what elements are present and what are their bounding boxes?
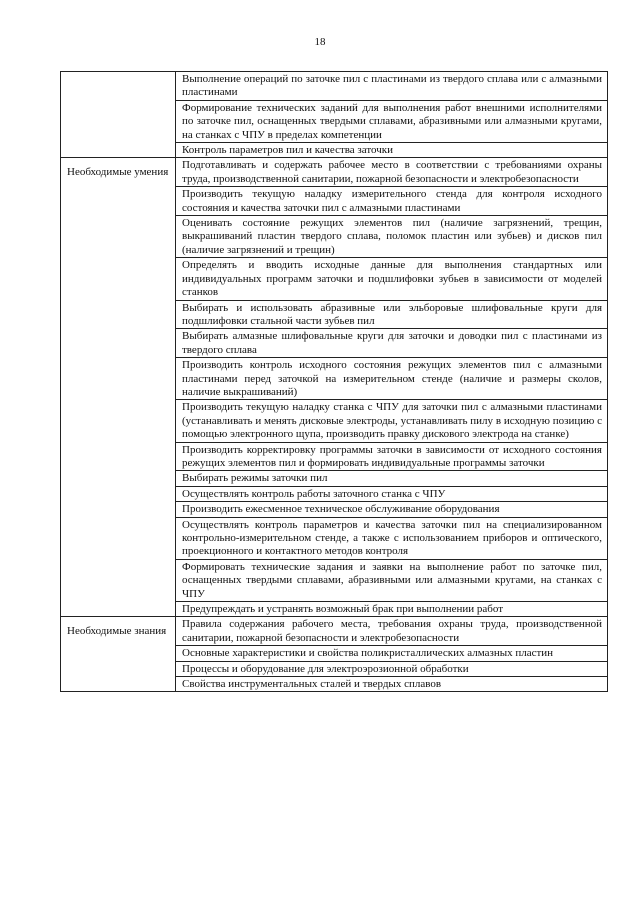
item-cell: Производить текущую наладку станка с ЧПУ для заточки пил с алмазными пластинами (устанавливать и менять дисковые электроды, устанавливать пилу в исходную позицию с помощью электронного щупа, производить правку дискового электрода на станке) xyxy=(176,400,608,442)
item-cell: Правила содержания рабочего места, требования охраны труда, производственной санитарии, пожарной безопасности и электробезопасности xyxy=(176,617,608,646)
item-cell: Выбирать и использовать абразивные или эльборовые шлифовальные круги для подшлифовки стальной части зубьев пил xyxy=(176,300,608,329)
page-number: 18 xyxy=(314,36,326,48)
item-cell: Подготавливать и содержать рабочее место в соответствии с требованиями охраны труда, производственной санитарии, пожарной безопасности и электробезопасности xyxy=(176,158,608,187)
table-row xyxy=(61,617,608,646)
item-cell: Формировать технические задания и заявки на выполнение работ по заточке пил, оснащенных твердыми сплавами, абразивными или алмазными кругами, на станках с ЧПУ xyxy=(176,559,608,601)
item-cell: Производить текущую наладку измерительного стенда для контроля исходного состояния и качества заточки пил с алмазными пластинами xyxy=(176,187,608,216)
competency-table xyxy=(60,71,608,692)
item-cell: Основные характеристики и свойства поликристаллических алмазных пластин xyxy=(176,646,608,661)
item-cell: Производить ежесменное техническое обслуживание оборудования xyxy=(176,502,608,517)
item-cell: Формирование технических заданий для выполнения работ внешними исполнителями по заточке пил, оснащенных твердыми сплавами, абразивными или алмазными кругами, на станках с ЧПУ в пределах компетенции xyxy=(176,100,608,142)
item-cell: Предупреждать и устранять возможный брак при выполнении работ xyxy=(176,602,608,617)
item-cell: Выбирать режимы заточки пил xyxy=(176,471,608,486)
category-cell xyxy=(61,72,176,158)
item-cell: Оценивать состояние режущих элементов пил (наличие загрязнений, трещин, выкрашиваний пластин твердого сплава, поломок пластин или зубьев) и дисков пил (наличие загрязнений и трещин) xyxy=(176,216,608,258)
item-cell: Осуществлять контроль работы заточного станка с ЧПУ xyxy=(176,486,608,501)
item-cell: Производить корректировку программы заточки в зависимости от исходного состояния режущих элементов пил и формировать индивидуальные программы заточки xyxy=(176,442,608,471)
item-cell: Выполнение операций по заточке пил с пластинами из твердого сплава или с алмазными пластинами xyxy=(176,72,608,101)
category-cell: Необходимые знания xyxy=(61,617,176,692)
item-cell: Свойства инструментальных сталей и твердых сплавов xyxy=(176,677,608,692)
table-row xyxy=(61,158,608,187)
item-cell: Осуществлять контроль параметров и качества заточки пил на специализированном контрольно-измерительном стенде, а также с использованием приборов и оптического, проекционного и контактного методов контроля xyxy=(176,517,608,559)
category-cell: Необходимые умения xyxy=(61,158,176,617)
item-cell: Выбирать алмазные шлифовальные круги для заточки и доводки пил с пластинами из твердого сплава xyxy=(176,329,608,358)
item-cell: Контроль параметров пил и качества заточки xyxy=(176,143,608,158)
item-cell: Определять и вводить исходные данные для выполнения стандартных или индивидуальных программ заточки и подшлифовки зубьев в зависимости от моделей станков xyxy=(176,258,608,300)
item-cell: Производить контроль исходного состояния режущих элементов пил с алмазными пластинами перед заточкой на измерительном стенде (наличие и размеры сколов, наличие выкрашиваний) xyxy=(176,358,608,400)
item-cell: Процессы и оборудование для электроэрозионной обработки xyxy=(176,661,608,676)
table-row xyxy=(61,72,608,101)
